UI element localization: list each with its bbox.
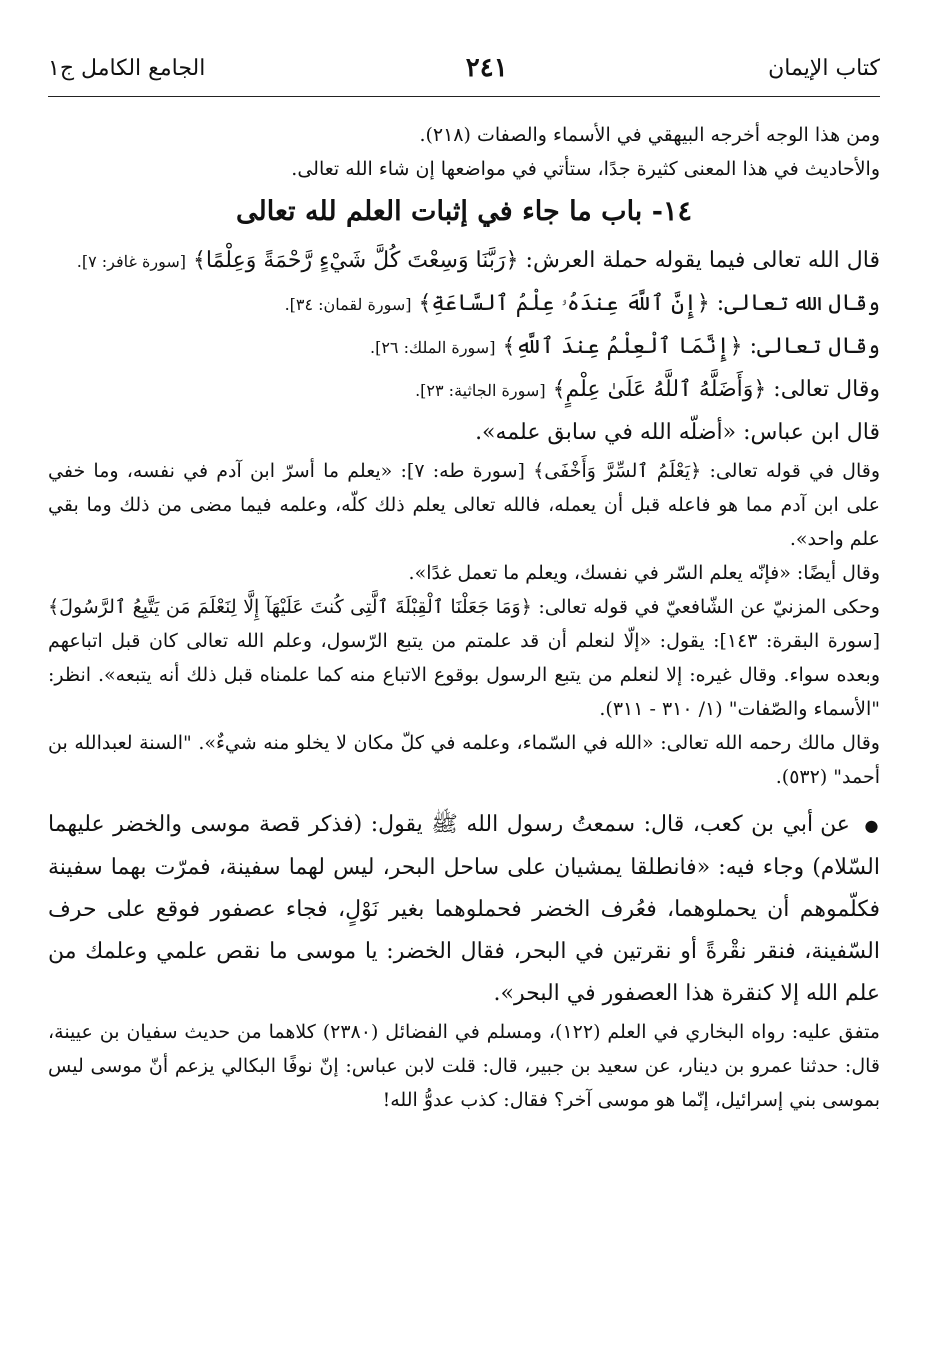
header-chapter-title: كتاب الإيمان [768,55,880,81]
header-divider [48,96,880,97]
section-spacer [48,794,880,804]
commentary-paragraph-4: وقال مالك رحمه الله تعالى: «الله في السّماء، وعلمه في كلّ مكان لا يخلو منه شيءٌ». "السنة لعبدالله بن أحمد" (٥٣٢). [48,732,880,788]
verse-2-text: وقال الله تعالى: ﴿إِنَّ ٱللَّهَ عِندَهُۥ عِلْمُ ٱلسَّاعَةِ﴾ [418,291,880,316]
verse-paragraph-2 [48,283,880,326]
hadith-text: عن أبي بن كعب، قال: سمعتُ رسول الله ﷺ يقول: (فذكر قصة موسى والخضر عليهما السّلام) وجاء فيه: «فانطلقا يمشيان على ساحل البحر، ليس لهما سفينة، فمرّت بهما سفينة فكلّموهم أن يحملوهما، فعُرف الخضر فحملوهما بغير نَوْلٍ، فجاء عصفور فوقع على حرف السّفينة، فنقر نقْرةً أو نقرتين في البحر، فقال الخضر: يا موسى ما نقص علمي وعلمك من علم الله إلا كنقرة هذا العصفور في البحر». [48,812,880,1006]
verse-4-text: وقال تعالى: ﴿وَأَضَلَّهُ ٱللَّهُ عَلَىٰ عِلْمٍ﴾ [552,377,880,402]
header-book-title: الجامع الكامل ج١ [48,55,206,81]
chapter-heading: ١٤- باب ما جاء في إثبات العلم لله تعالى [236,196,692,227]
verse-4-ref: [سورة الجاثية: ٢٣]. [415,381,546,400]
verse-3-text: وقال تعالى: ﴿إِنَّمَا ٱلْعِلْمُ عِندَ ٱللَّهِ﴾ [502,334,880,359]
verse-2-ref: [سورة لقمان: ٣٤]. [284,295,412,314]
intro-line-1: ومن هذا الوجه أخرجه البيهقي في الأسماء والصفات (٢١٨). [419,124,880,146]
intro-line-2: والأحاديث في هذا المعنى كثيرة جدًا، ستأتي في مواضعها إن شاء الله تعالى. [291,158,880,180]
page-number: ٢٤١ [465,53,508,83]
running-header [48,48,880,88]
takhrij-paragraph: متفق عليه: رواه البخاري في العلم (١٢٢)، ومسلم في الفضائل (٢٣٨٠) كلاهما من حديث سفيان بن عيينة، قال: حدثنا عمرو بن دينار، عن سعيد بن جبير، قال: قلت لابن عباس: إنّ نوفًا البكالي يزعم أنّ موسى ليس بموسى بني إسرائيل، إنّما هو موسى آخر؟ فقال: كذب عدوُّ الله! [48,1021,880,1111]
page-content [48,118,880,1117]
verse-3-ref: [سورة الملك: ٢٦]. [370,338,496,357]
commentary-paragraph-3: وحكى المزنيّ عن الشّافعيّ في قوله تعالى: ﴿وَمَا جَعَلْنَا ٱلْقِبْلَةَ ٱلَّتِى كُنتَ عَلَيْهَآ إِلَّا لِنَعْلَمَ مَن يَتَّبِعُ ٱلرَّسُولَ﴾ [سورة البقرة: ١٤٣]: يقول: «إلّا لنعلم أن قد علمتم من يتبع الرّسول، وعلم الله تعالى كان قبل اتباعهم وبعده سواء. وقال غيره: إلا لنعلم من يتبع الرسول بوقوع الاتباع منه كما علمناه قبل ذلك أنه يتبعه». انظر: "الأسماء والصّفات" (١/ ٣١٠ - ٣١١). [48,596,880,720]
bullet-icon: ● [864,816,881,835]
verse-paragraph-4 [48,369,880,412]
verse-1-ref: [سورة غافر: ٧]. [76,252,186,271]
commentary-paragraph-2: وقال أيضًا: «فإنّه يعلم السّر في نفسك، ويعلم ما تعمل غدًا». [408,562,880,584]
ibn-abbas-quote: قال ابن عباس: «أضلّه الله في سابق علمه». [475,420,880,445]
commentary-paragraph-1: وقال في قوله تعالى: ﴿يَعْلَمُ ٱلسِّرَّ وَأَخْفَى﴾ [سورة طه: ٧]: «يعلم ما أسرّ ابن آدم في نفسه، وما خفي على ابن آدم مما هو فاعله قبل أن يعمله، فالله تعالى يعلم ذلك كلّه، وعلمه فيما مضى من ذلك وما بقي علم واحد». [48,460,880,550]
verse-1-text: قال الله تعالى فيما يقوله حملة العرش: ﴿رَبَّنَا وَسِعْتَ كُلَّ شَيْءٍ رَّحْمَةً وَعِلْمًا﴾ [192,248,880,273]
verse-paragraph-3 [48,326,880,369]
hadith-paragraph [48,804,880,1015]
verse-paragraph-1 [48,240,880,283]
